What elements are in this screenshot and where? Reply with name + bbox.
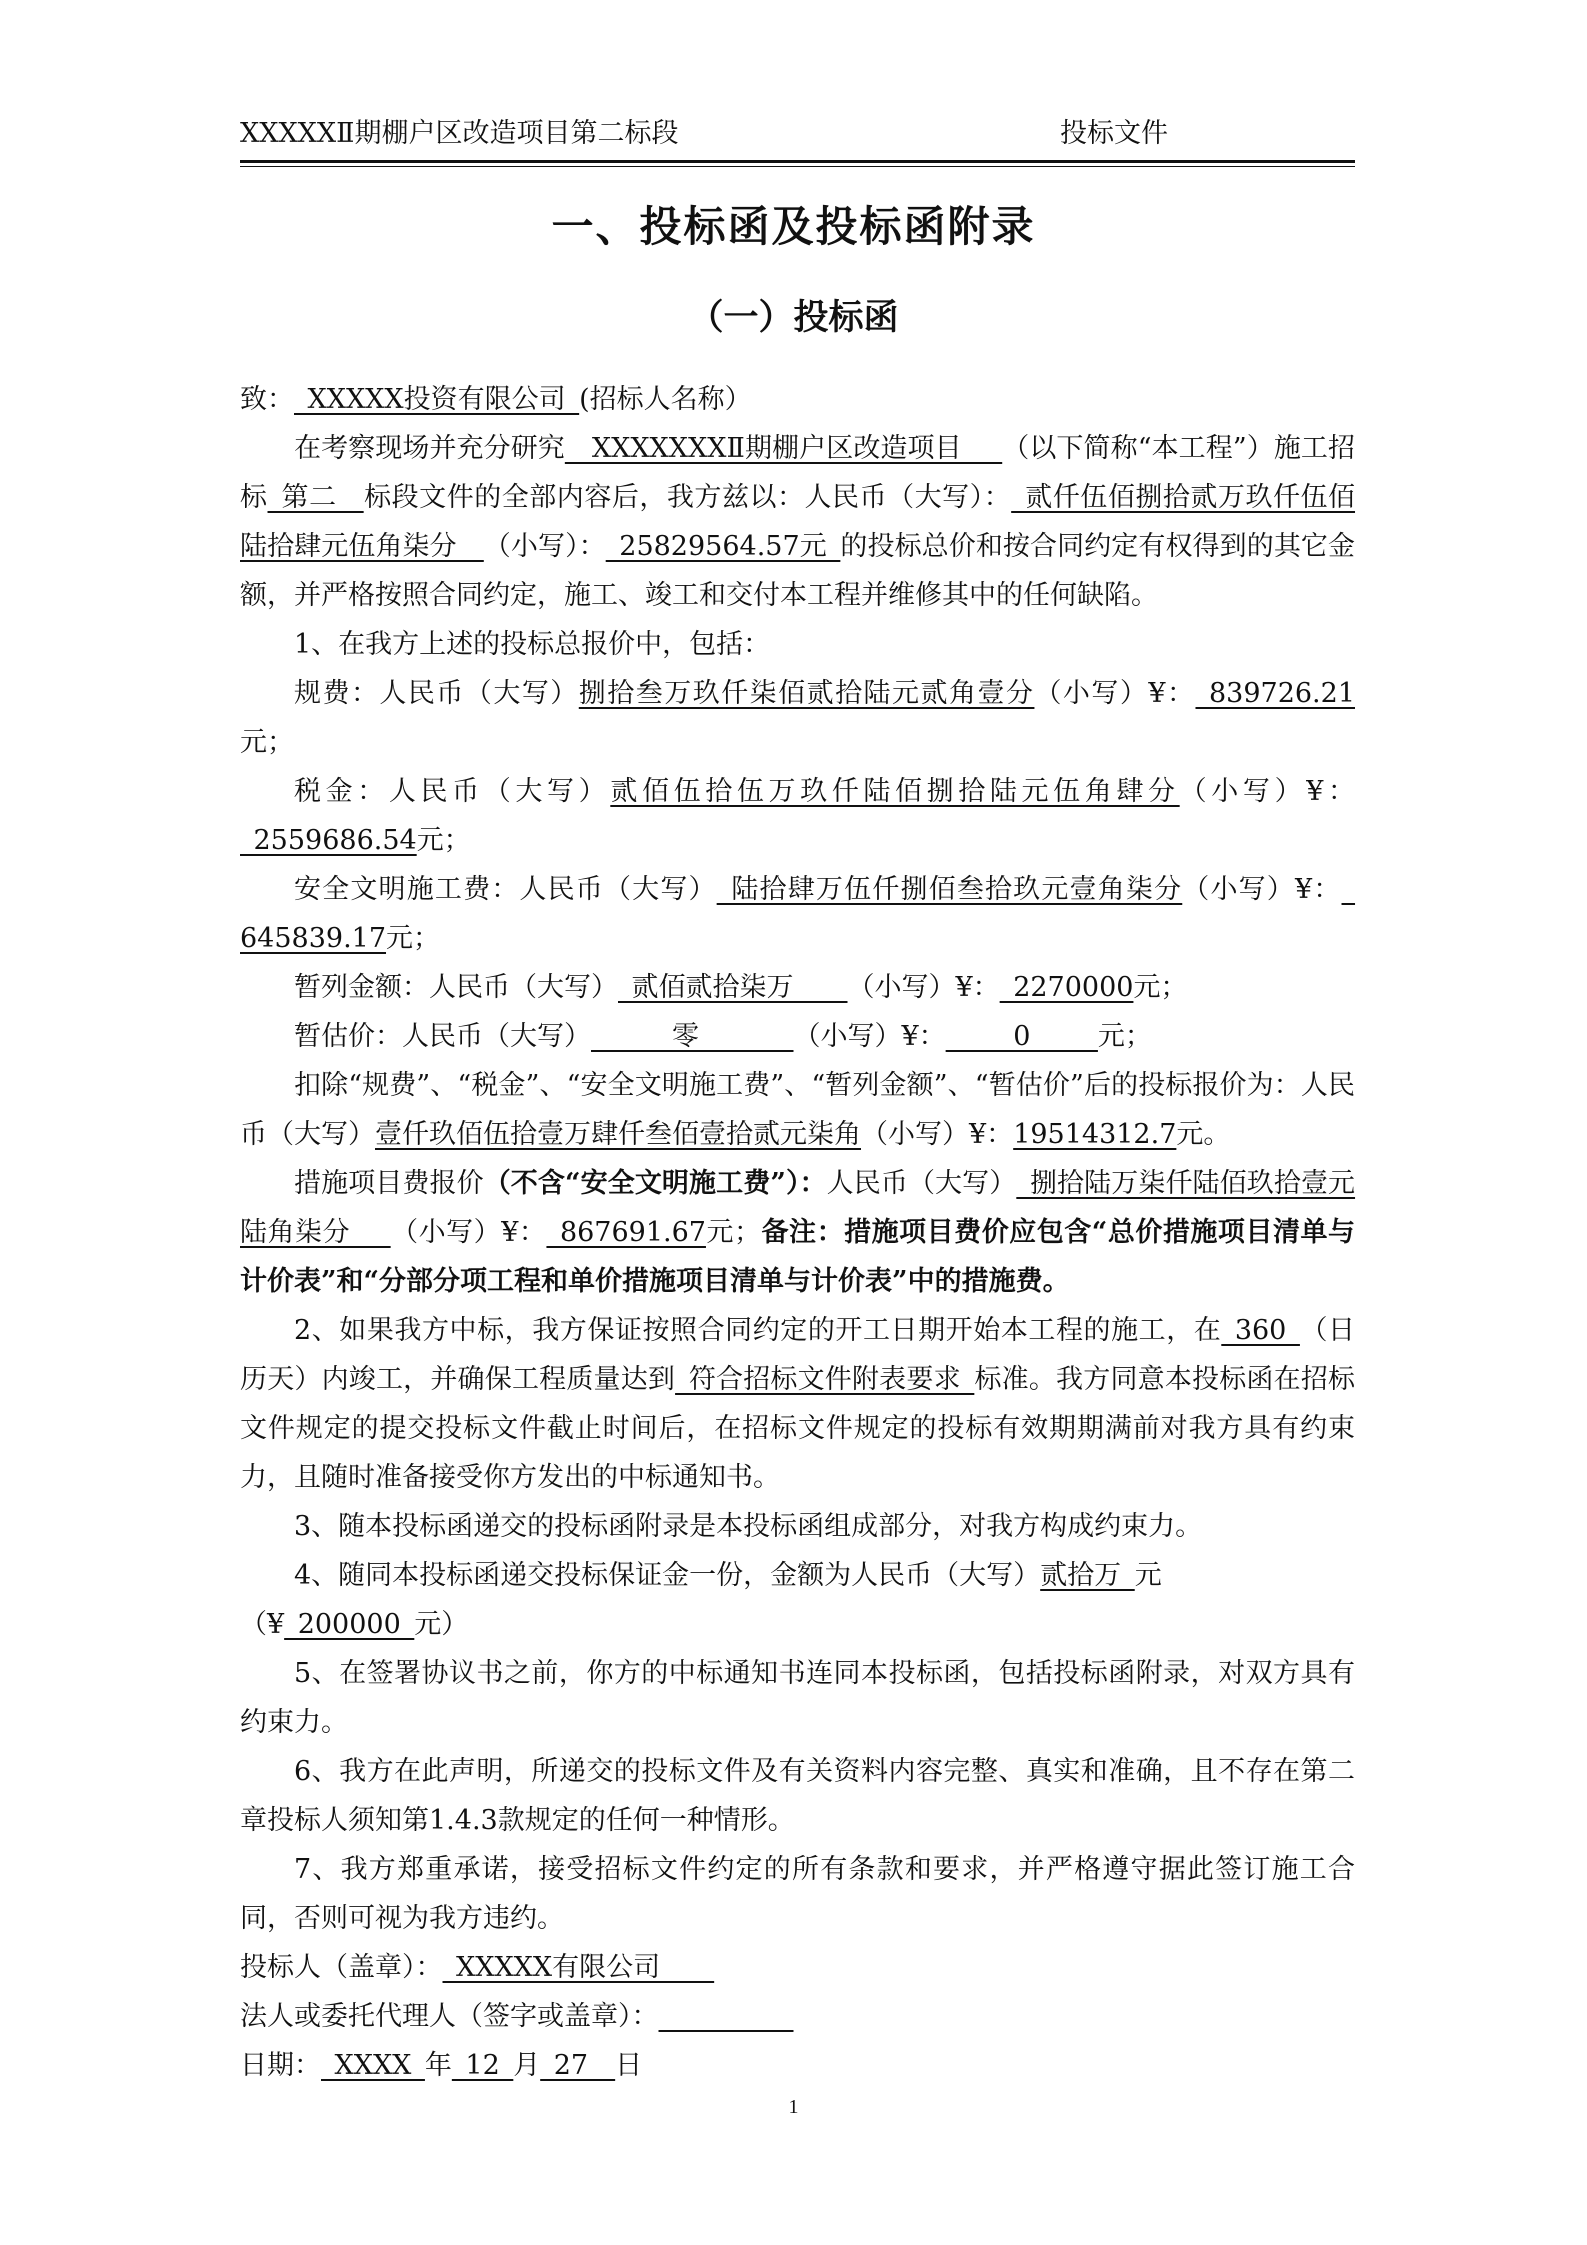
measures-unit: 元； (705, 1217, 761, 1248)
intro-text-b: （以下简称“本工程”）施工招标 (240, 433, 1356, 513)
item-1: 1、在我方上述的投标总报价中，包括： (294, 629, 771, 660)
provisional-sum-line (240, 963, 1355, 1012)
measures-label-b: 人民币（大写） (826, 1168, 1017, 1199)
total-amount-words: _贰仟伍佰捌拾贰万玖仟伍佰陆拾肆元伍角柒分__ (240, 482, 1356, 562)
item2-text-c: 标准。我方同意本投标函在招标文件规定的提交投标文件截止时间后，在招标文件规定的投标有效期期满前对我方具有约束力，且随时准备接受你方发出的中标通知书。 (240, 1364, 1356, 1493)
item4-yen-open: （¥ (240, 1609, 285, 1640)
provisional-label: 暂列金额：人民币（大写） (294, 972, 618, 1003)
date-year: _XXXX_ (321, 2050, 425, 2081)
fee-line (240, 669, 1355, 767)
page-header (240, 112, 1355, 152)
measures-remark: 备注：措施项目费价应包含“总价措施项目清单与计价表”和“分部分项工程和单价措施项目清单与计价表”中的措施费。 (240, 1217, 1356, 1297)
measures-exclusion-note: （不含“安全文明施工费”）： (483, 1168, 827, 1199)
measures-words: _捌拾陆万柒仟陆佰玖拾壹元陆角柒分___ (240, 1168, 1356, 1248)
estimate-words: ______零_______ (591, 1021, 794, 1052)
intro-text-d: （小写）： (483, 531, 606, 562)
intro-text-e: 的投标总价和按合同约定有权得到的其它金额，并严格按照合同约定，施工、竣工和交付本工程并维修其中的任何缺陷。 (240, 531, 1356, 611)
net-label-b: （小写）¥： (861, 1119, 1014, 1150)
net-label: 扣除“规费”、“税金”、“安全文明施工费”、“暂列金额”、“暂估价”后的投标报价为：人民币（大写） (240, 1070, 1355, 1150)
fee-words: 捌拾叁万玖仟柒佰贰拾陆元贰角壹分 (578, 678, 1035, 709)
item4-text-a: 4、随同本投标函递交投标保证金一份，金额为人民币（大写） (294, 1560, 1041, 1591)
addressee-suffix: (招标人名称） (579, 384, 752, 415)
page-title: 一、投标函及投标函附录 (551, 202, 1036, 251)
net-unit: 元。 (1176, 1119, 1231, 1150)
tax-number: _2559686.54 (240, 825, 417, 856)
tax-unit: 元； (416, 825, 471, 856)
intro-paragraph (240, 424, 1355, 620)
item-6: 6、我方在此声明，所递交的投标文件及有关资料内容完整、真实和准确，且不存在第二章投标人须知第1.4.3款规定的任何一种情形。 (240, 1756, 1355, 1836)
header-doc-type: 投标文件 (1060, 118, 1168, 149)
date-day: _27__ (540, 2050, 616, 2081)
estimate-label: 暂估价：人民币（大写） (294, 1021, 591, 1052)
year-char: 年 (424, 2050, 452, 2081)
net-words: 壹仟玖佰伍拾壹万肆仟叁佰壹拾贰元柒角 (375, 1119, 861, 1150)
section-number: _第二__ (267, 482, 364, 513)
letter-body (240, 375, 1355, 2090)
provisional-number: _2270000 (999, 972, 1134, 1003)
intro-text-a: 在考察现场并充分研究 (294, 433, 565, 464)
item-4 (240, 1551, 1355, 1649)
tax-label: 税金：人民币（大写） (294, 776, 611, 807)
provisional-unit: 元； (1133, 972, 1188, 1003)
representative-blank: __________ (658, 2001, 794, 2032)
fee-label: 规费：人民币（大写） (294, 678, 579, 709)
deposit-words: 贰拾万_ (1040, 1560, 1135, 1591)
header-rule-thin (240, 166, 1355, 167)
safety-fee-line (240, 865, 1355, 963)
quality-standard: _符合招标文件附表要求_ (675, 1364, 975, 1395)
addressee-line (240, 375, 1355, 424)
day-char: 日 (615, 2050, 643, 2081)
safety-number: _ 645839.17 (240, 874, 1356, 954)
safety-words: _陆拾肆万伍仟捌佰叁拾玖元壹角柒分 (716, 874, 1183, 905)
safety-label-b: （小写）¥： (1182, 874, 1342, 905)
estimate-line (240, 1012, 1355, 1061)
item-3: 3、随本投标函递交的投标函附录是本投标函组成部分，对我方构成约束力。 (294, 1511, 1203, 1542)
measures-line (240, 1159, 1355, 1306)
item-5: 5、在签署协议书之前，你方的中标通知书连同本投标函，包括投标函附录，对双方具有约束力。 (240, 1658, 1355, 1738)
tax-line (240, 767, 1355, 865)
bidder-label: 投标人（盖章）： (240, 1952, 443, 1983)
item2-text-a: 2、如果我方中标，我方保证按照合同约定的开工日期开始本工程的施工，在 (294, 1315, 1222, 1346)
total-amount-number: _25829564.57元_ (605, 531, 841, 562)
net-number: 19514312.7 (1013, 1119, 1177, 1150)
net-price-line (240, 1061, 1355, 1159)
measures-number: _867691.67 (546, 1217, 706, 1248)
safety-label: 安全文明施工费：人民币（大写） (294, 874, 717, 905)
header-project-name: XXXXXⅡ期棚户区改造项目第二标段 (240, 118, 679, 149)
item2-text-b: （日历天）内竣工，并确保工程质量达到 (240, 1315, 1356, 1395)
tax-words: 贰佰伍拾伍万玖仟陆佰捌拾陆元伍角肆分 (610, 776, 1180, 807)
estimate-unit: 元； (1097, 1021, 1152, 1052)
measures-label: 措施项目费报价 (294, 1168, 484, 1199)
representative-label: 法人或委托代理人（签字或盖章）： (240, 2001, 659, 2032)
page-number: 1 (788, 2096, 799, 2118)
date-line (240, 2041, 1355, 2090)
bidder-name: _XXXXX有限公司____ (442, 1952, 715, 1983)
safety-unit: 元； (386, 923, 441, 954)
bidder-signature-line (240, 1943, 1355, 1992)
item4-unit: 元 (1134, 1560, 1162, 1591)
month-char: 月 (513, 2050, 541, 2081)
item4-yen-close: 元） (414, 1609, 469, 1640)
item-7: 7、我方郑重承诺，接受招标文件约定的所有条款和要求，并严格遵守据此签订施工合同，否则可视为我方违约。 (240, 1854, 1355, 1934)
intro-text-c: 标段文件的全部内容后，我方兹以：人民币（大写）： (363, 482, 1012, 513)
measures-label-c: （小写）¥： (390, 1217, 547, 1248)
date-month: _12_ (451, 2050, 514, 2081)
provisional-label-b: （小写）¥： (847, 972, 1000, 1003)
construction-days: _360_ (1221, 1315, 1300, 1346)
page-subtitle: （一）投标函 (688, 297, 899, 338)
representative-signature-line (240, 1992, 1355, 2041)
tax-label-b: （小写）¥： (1179, 776, 1356, 807)
estimate-number: _____0_____ (945, 1021, 1098, 1052)
date-label: 日期： (240, 2050, 321, 2081)
addressee-name: _XXXXX投资有限公司_ (294, 384, 580, 415)
header-rule-thick (240, 160, 1355, 163)
item-2 (240, 1306, 1355, 1502)
fee-label-b: （小写）¥： (1034, 678, 1196, 709)
deposit-number: _200000_ (284, 1609, 415, 1640)
fee-unit: 元； (240, 727, 294, 758)
provisional-words: _贰佰贰拾柒万____ (618, 972, 848, 1003)
estimate-label-b: （小写）¥： (793, 1021, 946, 1052)
addressee-prefix: 致： (240, 384, 294, 415)
project-name: __XXXXXXXⅡ期棚户区改造项目___ (564, 433, 1003, 464)
fee-number: _839726.21 (1195, 678, 1355, 709)
